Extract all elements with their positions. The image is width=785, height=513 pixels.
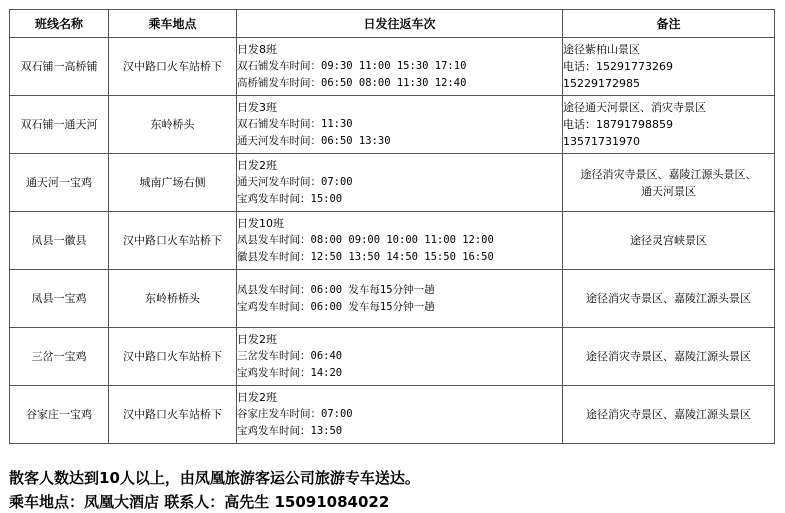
trip-line: 宝鸡发车时间：13:50 xyxy=(237,425,343,437)
table-row xyxy=(10,328,775,386)
route-name: 三岔一宝鸡 xyxy=(10,328,109,386)
route-name: 双石铺一高桥铺 xyxy=(10,38,109,96)
boarding-stop: 汉中路口火车站桥下 xyxy=(109,212,237,270)
route-name: 谷家庄一宝鸡 xyxy=(10,386,109,444)
route-note xyxy=(563,270,775,328)
trip-line: 双石铺发车时间：09:30 11:00 15:30 17:10 xyxy=(237,60,467,72)
route-note xyxy=(563,96,775,154)
trip-line: 双石铺发车时间：11:30 xyxy=(237,118,353,130)
note-line: 途径通天河景区、消灾寺景区 xyxy=(563,101,706,114)
table-row xyxy=(10,212,775,270)
boarding-stop: 东岭桥头 xyxy=(109,96,237,154)
trip-line: 日发2班 xyxy=(237,159,277,172)
trip-line: 三岔发车时间：06:40 xyxy=(237,350,343,362)
trip-line: 高桥铺发车时间：06:50 08:00 11:30 12:40 xyxy=(237,77,467,89)
note-line: 途径消灾寺景区、嘉陵江源头景区 xyxy=(586,408,751,421)
note-line: 通天河景区 xyxy=(641,184,696,198)
trip-times xyxy=(237,328,563,386)
trip-line: 通天河发车时间：06:50 13:30 xyxy=(237,135,391,147)
trip-line: 日发8班 xyxy=(237,43,277,56)
route-note xyxy=(563,38,775,96)
trip-line: 日发2班 xyxy=(237,391,277,404)
note-line: 途径灵宫峡景区 xyxy=(630,234,707,247)
note-line: 15229172985 xyxy=(563,77,640,90)
header-route: 班线名称 xyxy=(10,10,109,38)
route-note xyxy=(563,386,775,444)
trip-line: 宝鸡发车时间：15:00 xyxy=(237,193,343,205)
header-trips: 日发往返车次 xyxy=(237,10,563,38)
trip-line: 宝鸡发车时间：06:00 发车每15分钟一趟 xyxy=(237,300,435,313)
table-header-row xyxy=(10,10,775,38)
note-line: 途径消灾寺景区、嘉陵江源头景区 xyxy=(586,292,751,305)
table-row xyxy=(10,38,775,96)
table-row xyxy=(10,270,775,328)
route-note xyxy=(563,212,775,270)
trip-line: 日发10班 xyxy=(237,217,284,230)
table-row xyxy=(10,96,775,154)
table-row xyxy=(10,154,775,212)
trip-times xyxy=(237,96,563,154)
trip-times xyxy=(237,386,563,444)
trip-times xyxy=(237,212,563,270)
trip-line: 谷家庄发车时间：07:00 xyxy=(237,408,353,420)
route-name: 凤县一徽县 xyxy=(10,212,109,270)
note-line: 途径紫柏山景区 xyxy=(563,43,640,56)
trip-line: 凤县发车时间：06:00 发车每15分钟一趟 xyxy=(237,283,435,296)
trip-line: 日发3班 xyxy=(237,101,277,114)
trip-times xyxy=(237,270,563,328)
note-line: 13571731970 xyxy=(563,135,640,148)
note-line: 途径消灾寺景区、嘉陵江源头景区 xyxy=(586,350,751,363)
boarding-stop: 汉中路口火车站桥下 xyxy=(109,328,237,386)
note-line: 电话：15291773269 xyxy=(563,60,673,73)
route-name: 双石铺一通天河 xyxy=(10,96,109,154)
header-stop: 乘车地点 xyxy=(109,10,237,38)
note-line: 途径消灾寺景区、嘉陵江源头景区、 xyxy=(580,167,757,181)
route-note xyxy=(563,154,775,212)
footer-contact-info: 乘车地点：凤凰大酒店 联系人：高先生 15091084022 xyxy=(9,493,390,511)
note-line: 电话：18791798859 xyxy=(563,118,673,131)
trip-line: 徽县发车时间：12:50 13:50 14:50 15:50 16:50 xyxy=(237,251,494,263)
boarding-stop: 汉中路口火车站桥下 xyxy=(109,386,237,444)
trip-line: 日发2班 xyxy=(237,333,277,346)
route-note xyxy=(563,328,775,386)
boarding-stop: 城南广场右侧 xyxy=(109,154,237,212)
trip-line: 通天河发车时间：07:00 xyxy=(237,176,353,188)
route-name: 凤县一宝鸡 xyxy=(10,270,109,328)
header-note: 备注 xyxy=(563,10,775,38)
route-name: 通天河一宝鸡 xyxy=(10,154,109,212)
boarding-stop: 汉中路口火车站桥下 xyxy=(109,38,237,96)
boarding-stop: 东岭桥桥头 xyxy=(109,270,237,328)
trip-line: 宝鸡发车时间：14:20 xyxy=(237,367,343,379)
footer-group-booking-note: 散客人数达到10人以上，由凤凰旅游客运公司旅游专车送达。 xyxy=(9,469,420,487)
trip-line: 凤县发车时间：08:00 09:00 10:00 11:00 12:00 xyxy=(237,234,494,246)
bus-schedule-table xyxy=(9,9,775,444)
table-row xyxy=(10,386,775,444)
trip-times xyxy=(237,38,563,96)
trip-times xyxy=(237,154,563,212)
